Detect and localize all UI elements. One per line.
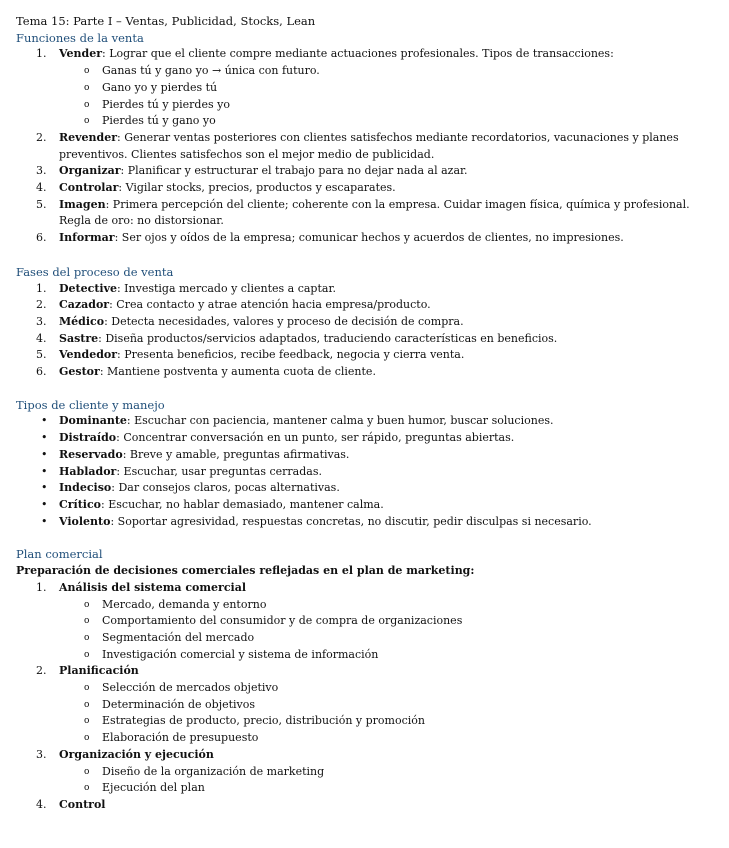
- section-tipos: [16, 397, 715, 531]
- list-item: 1. Vender: Lograr que el cliente compre mediante actuaciones profesionales. Tipos de transacciones:: [36, 47, 614, 61]
- sub-list-item: o Diseño de la organización de marketing: [84, 764, 325, 778]
- list-item: 4. Control: [36, 797, 106, 811]
- plan-intro: Preparación de decisiones comerciales reflejadas en el plan de marketing:: [16, 564, 475, 578]
- sub-list-item: o Selección de mercados objetivo: [84, 681, 279, 695]
- sub-list-item: o Ejecución del plan: [84, 781, 205, 795]
- section-plan: [16, 546, 715, 813]
- sub-list-item: o Determinación de objetivos: [84, 697, 256, 711]
- list-item: 4. Sastre: Diseña productos/servicios adaptados, traduciendo características en beneficios.: [36, 331, 558, 345]
- list-item: 4. Controlar: Vigilar stocks, precios, productos y escaparates.: [36, 181, 396, 195]
- list-item: • Violento: Soportar agresividad, respuestas concretas, no discutir, pedir disculpas si necesario.: [41, 514, 592, 528]
- funciones-list: [16, 46, 715, 246]
- section-fases: [16, 264, 715, 381]
- list-item: 6. Gestor: Mantiene postventa y aumenta cuota de cliente.: [36, 365, 376, 379]
- list-item: 1. Detective: Investiga mercado y clientes a captar.: [36, 281, 336, 295]
- section-heading-fases: Fases del proceso de venta: [16, 264, 174, 279]
- section-funciones: [16, 30, 715, 247]
- list-item: 1. Análisis del sistema comercial: [36, 580, 246, 594]
- list-item: 2. Revender: Generar ventas posteriores con clientes satisfechos mediante recordatorios, vacunaciones y planes preventivos. Clientes satisfechos son el mejor medio de publicidad.: [36, 130, 679, 161]
- list-item: 3. Organizar: Planificar y estructurar el trabajo para no dejar nada al azar.: [36, 164, 468, 178]
- sub-list-item: o Gano yo y pierdes tú: [84, 80, 218, 94]
- sub-list-item: o Investigación comercial y sistema de información: [84, 647, 379, 661]
- list-item: • Distraído: Concentrar conversación en un punto, ser rápido, preguntas abiertas.: [41, 431, 515, 445]
- list-item: • Indeciso: Dar consejos claros, pocas alternativas.: [41, 481, 340, 495]
- list-item: 5. Vendedor: Presenta beneficios, recibe feedback, negocia y cierra venta.: [36, 348, 465, 362]
- section-heading-funciones: Funciones de la venta: [16, 30, 144, 45]
- sub-list-item: o Ganas tú y gano yo → única con futuro.: [84, 64, 320, 78]
- list-item: 2. Planificación: [36, 664, 139, 678]
- list-item: • Hablador: Escuchar, usar preguntas cerradas.: [41, 464, 322, 478]
- list-item: 6. Informar: Ser ojos y oídos de la empresa; comunicar hechos y acuerdos de clientes, no impresiones.: [36, 231, 624, 245]
- sub-list-item: o Mercado, demanda y entorno: [84, 597, 267, 611]
- fases-list: [16, 281, 715, 381]
- section-heading-plan: Plan comercial: [16, 547, 103, 562]
- sub-list-item: o Elaboración de presupuesto: [84, 731, 259, 745]
- list-item: 2. Cazador: Crea contacto y atrae atención hacia empresa/producto.: [36, 298, 431, 312]
- list-item: 3. Médico: Detecta necesidades, valores y proceso de decisión de compra.: [36, 314, 464, 328]
- sub-list-item: o Pierdes tú y gano yo: [84, 114, 216, 128]
- sub-list-item: o Pierdes tú y pierdes yo: [84, 97, 230, 111]
- section-heading-tipos: Tipos de cliente y manejo: [16, 397, 165, 412]
- tipos-list: [16, 413, 715, 530]
- sub-list-item: o Estrategias de producto, precio, distribución y promoción: [84, 714, 425, 728]
- sub-list-item: o Comportamiento del consumidor y de compra de organizaciones: [84, 614, 463, 628]
- plan-list: [16, 580, 715, 814]
- list-item: • Dominante: Escuchar con paciencia, mantener calma y buen humor, buscar soluciones.: [41, 414, 554, 428]
- list-item: • Reservado: Breve y amable, preguntas afirmativas.: [41, 447, 350, 461]
- list-item: • Crítico: Escuchar, no hablar demasiado, mantener calma.: [41, 497, 384, 511]
- list-item: 3. Organización y ejecución: [36, 747, 214, 761]
- sub-list-item: o Segmentación del mercado: [84, 630, 255, 644]
- document-title: Tema 15: Parte I – Ventas, Publicidad, Stocks, Lean: [16, 14, 316, 28]
- list-item: 5. Imagen: Primera percepción del cliente; coherente con la empresa. Cuidar imagen física, química y profesional. Regla de oro: no distorsionar.: [36, 197, 690, 228]
